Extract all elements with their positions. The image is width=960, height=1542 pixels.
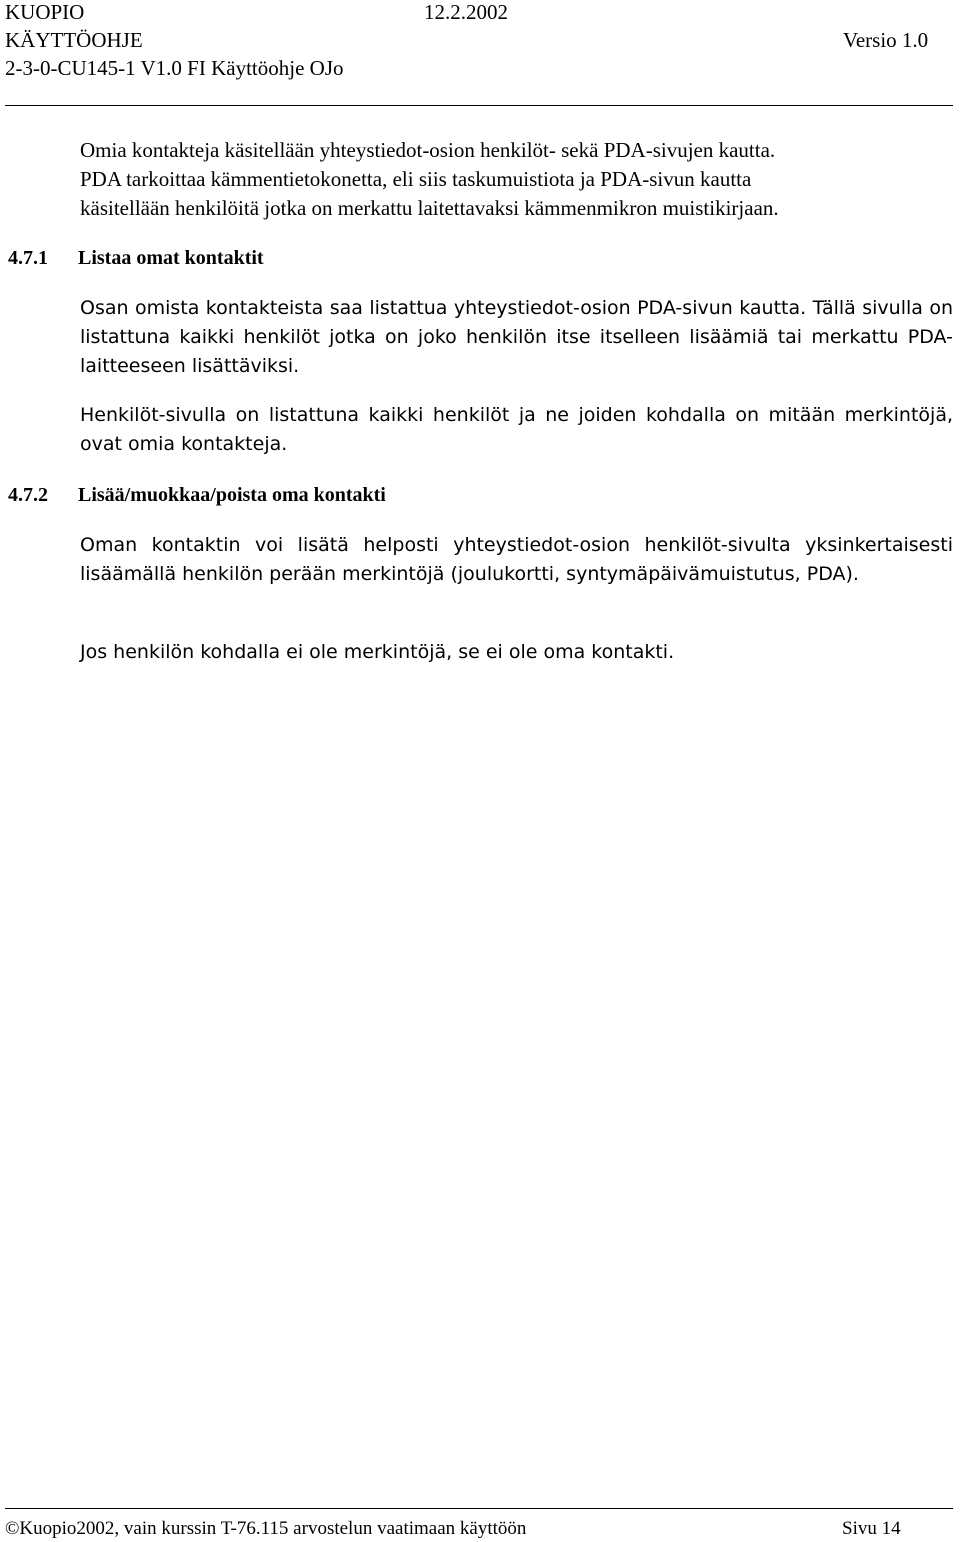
footer-divider — [5, 1508, 953, 1509]
section-heading-4-7-2 — [8, 483, 386, 507]
intro-paragraph — [80, 136, 953, 223]
section2-paragraph-2: Jos henkilön kohdalla ei ole merkintöjä, se ei ole oma kontakti. — [80, 641, 675, 663]
section1-paragraph-2: Henkilöt-sivulla on listattuna kaikki henkilöt ja ne joiden kohdalla on mitään merkintöjä, ovat omia kontakteja. — [80, 404, 953, 455]
intro-line-2: PDA tarkoittaa kämmentietokonetta, eli siis taskumuistiota ja PDA-sivun kautta — [80, 167, 752, 191]
header-doc-id: 2-3-0-CU145-1 V1.0 FI Käyttöohje OJo — [5, 56, 344, 80]
section-number: 4.7.1 — [8, 247, 48, 269]
section2-paragraph-1: Oman kontaktin voi lisätä helposti yhteystiedot-osion henkilöt-sivulta yksinkertaisesti lisäämällä henkilön perään merkintöjä (joulukortti, syntymäpäivämuistutus, PDA). — [80, 534, 953, 585]
intro-line-1: Omia kontakteja käsitellään yhteystiedot-osion henkilöt- sekä PDA-sivujen kautta. — [80, 138, 776, 162]
header-divider — [5, 105, 953, 106]
section-number: 4.7.2 — [8, 484, 48, 506]
header-version: Versio 1.0 — [843, 28, 929, 52]
footer-page-number: Sivu 14 — [842, 1518, 901, 1539]
section1-paragraph-1: Osan omista kontakteista saa listattua yhteystiedot-osion PDA-sivun kautta. Tällä sivulla on listattuna kaikki henkilöt jotka on joko henkilön itse itselleen lisäämiä tai merkattu PDA-laitteeseen lisättäviksi. — [80, 297, 953, 377]
section-title: Lisää/muokkaa/poista oma kontakti — [78, 484, 386, 506]
header-org: KUOPIO — [5, 0, 85, 24]
footer-copyright: ©Kuopio2002, vain kurssin T-76.115 arvostelun vaatimaan käyttöön — [5, 1518, 527, 1539]
section-heading-4-7-1 — [8, 246, 264, 270]
section-title: Listaa omat kontaktit — [78, 247, 264, 269]
header-doc-type: KÄYTTÖOHJE — [5, 28, 143, 52]
header-date: 12.2.2002 — [424, 0, 508, 24]
intro-line-3: käsitellään henkilöitä jotka on merkattu laitettavaksi kämmenmikron muistikirjaan. — [80, 196, 779, 220]
